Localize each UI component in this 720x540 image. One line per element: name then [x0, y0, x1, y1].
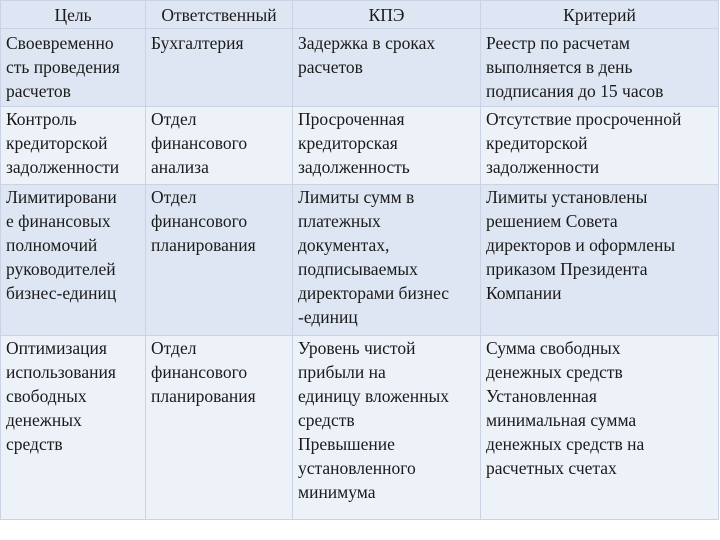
cell-goal: Своевременно сть проведения расчетов — [1, 29, 146, 107]
cell-kpi: Лимиты сумм в платежных документах, подписываемых директорами бизнес -единиц — [293, 185, 481, 336]
header-kpi: КПЭ — [293, 1, 481, 29]
header-goal: Цель — [1, 1, 146, 29]
cell-responsible: Отдел финансового планирования — [146, 185, 293, 336]
cell-criterion: Лимиты установлены решением Совета директоров и оформлены приказом Президента Компании — [481, 185, 719, 336]
cell-criterion: Реестр по расчетам выполняется в день подписания до 15 часов — [481, 29, 719, 107]
table-row — [1, 336, 719, 520]
cell-responsible: Бухгалтерия — [146, 29, 293, 107]
table-header — [1, 1, 719, 29]
table-row — [1, 29, 719, 107]
cell-goal: Контроль кредиторской задолженности — [1, 107, 146, 185]
header-criterion: Критерий — [481, 1, 719, 29]
table-row — [1, 107, 719, 185]
cell-responsible: Отдел финансового анализа — [146, 107, 293, 185]
cell-responsible: Отдел финансового планирования — [146, 336, 293, 520]
cell-kpi: Просроченная кредиторская задолженность — [293, 107, 481, 185]
cell-goal: Лимитировани е финансовых полномочий руководителей бизнес-единиц — [1, 185, 146, 336]
header-responsible: Ответственный — [146, 1, 293, 29]
cell-criterion: Отсутствие просроченной кредиторской задолженности — [481, 107, 719, 185]
cell-kpi: Уровень чистой прибыли на единицу вложенных средств Превышение установленного минимума — [293, 336, 481, 520]
cell-kpi: Задержка в сроках расчетов — [293, 29, 481, 107]
cell-criterion: Сумма свободных денежных средств Установленная минимальная сумма денежных средств на расчетных счетах — [481, 336, 719, 520]
cell-goal: Оптимизация использования свободных денежных средств — [1, 336, 146, 520]
table-body — [1, 29, 719, 520]
header-row — [1, 1, 719, 29]
table-row — [1, 185, 719, 336]
